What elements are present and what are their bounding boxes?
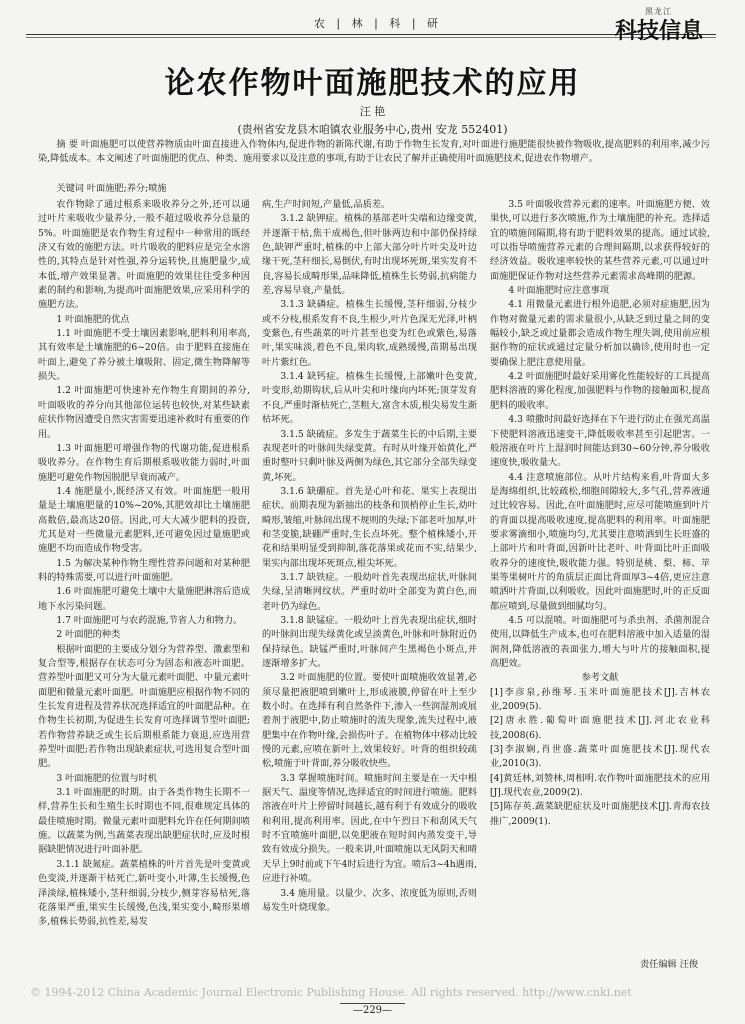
body-column-1 [38,198,250,930]
paragraph: 4.1 用微量元素进行根外追肥,必须对症施肥,因为作物对微量元素的需求量很小,从缺乏到过量之间的变幅较小,缺乏或过量都会造成作物生理失调,使用前应根据作物的症状或通过定量分析加以确诊,使用时也一定要确保上肥注意使用量。 [490,299,710,368]
paragraph: 3.1 叶面施肥的时期。由于各类作物生长期不一样,营养生长和生殖生长时期也不同,很难规定具体的最佳喷施时期。微量元素叶面肥料允许在任何期间喷施。以蔬菜为例,当蔬菜表现出缺肥症状时,应及时根据缺肥情况进行叶面补肥。 [38,787,250,856]
journal-logo-name: 科技信息 [615,19,704,44]
affiliation: (贵州省安龙县木咱镇农业服务中心,贵州 安龙 552401) [237,123,508,136]
section-heading: 4 叶面施肥时应注意事项 [508,285,610,297]
paragraph: 4.4 注意喷施部位。从叶片结构来看,叶背面大多是海绵组织,比较疏松,细胞间隙较大,多气孔,营养液通过比较容易。因此,在叶面施肥时,应尽可能喷施到叶片的背面以提高吸收速度,提高肥料的利用率。叶面施肥要求雾滴细小,喷施均匀,尤其要注意喷洒到生长旺盛的上部叶片和叶背面,因新叶比老叶、叶背面比叶正面吸收养分的速度快,吸收能力强。特别是桃、梨、柿、苹果等果树叶片的角质层正面比背面厚3~4倍,更应注意喷洒叶片背面,以利吸收。因此叶面施肥时,叶的正反面都应喷到,尽量做到细腻均匀。 [490,471,710,612]
reference-item: [2]唐永胜.葡萄叶面施肥技术[J].河北农业科技,2008(6). [490,715,710,741]
reference-item: [1]李彦泉,孙维琴.玉米叶面施肥技术[J].吉林农业,2009(5). [490,686,710,713]
paragraph: 农作物除了通过根系来吸收养分之外,还可以通过叶片来吸收少量养分,一般不超过吸收养分总量的5%。叶面施肥是农作物生育过程中一种常用的既经济又有效的施肥方法。叶片吸收的肥料应是完全水溶性的,其特点是针对性强,养分运转快,且施肥量少,成本低,增产效果显著。叶面施肥的效果往往受多种因素的制约和影响,为提高叶面施肥效果,应采用科学的施肥方法。 [38,199,250,311]
abstract: 摘 要 叶面施肥可以使营养物质由叶面直接进入作物体内,促进作物的新陈代谢,有助于作物生长发育,对叶面进行施肥能很快被作物吸收,提高肥料的利用率,减少污染,降低成本。本文阐述了叶面施肥的优点、种类、施用要求以及注意的事项,有助于让农民了解并正确使用叶面施肥技术,促进农作物增产。 [38,139,710,164]
body-column-2 [262,198,477,915]
page-number: —229— [352,1005,393,1016]
paragraph: 3.1.4 缺钙症。植株生长缓慢,上部嫩叶色变黄,叶变形,幼期钩状,后从叶尖和叶缘向内坏死;顶芽发育不良,严重时渐枯死亡,茎粗大,富含木质,根尖易发生渐枯坏死。 [262,371,477,426]
paragraph: 3.2 叶面施肥的位置。要使叶面喷施收效显著,必须尽量把液肥喷到嫩叶上,形成液膜,停留在叶上至少数小时。在选择有利自然条件下,渗入一些润湿剂或展着剂于液肥中,防止喷施时的流失现象,流失过程中,液肥集中在作物叶缘,会损伤叶子。在植物体中移动比较慢的元素,应喷在新叶上,效果较好。叶背的组织较疏松,喷施于叶背面,养分吸收快些。 [262,672,477,770]
paragraph: 1.3 叶面施肥可增强作物的代谢功能,促进根系吸收养分。在作物生育后期根系吸收能力弱时,叶面施肥可避免作物因脱肥早衰而减产。 [38,442,250,483]
header-rule [26,34,716,35]
paragraph: 3.4 施用量。以量少、次多、浓度低为原则,否则易发生叶烧现象。 [262,887,477,913]
paragraph: 1.5 为解决某种作物生理性营养问题和对某种肥料的特殊需要,可以进行叶面施肥。 [38,557,250,583]
reference-item: [3]李淑娴,肖世盛.蔬菜叶面施肥技术[J].现代农业,2010(3). [490,744,710,770]
reference-item: [4]黄廷林,刘赞林,周相明.农作物叶面施肥技术的应用[J].现代农业,2009(2). [490,772,710,799]
paragraph: 3.1.6 缺硼症。首先是心叶和花、果实上表现出症状。前期表现为新抽出的枝条和顶梢停止生长,幼叶畸形,皱缩,叶脉间出现不规则的失绿;下部老叶加厚,叶和茎变脆,缺硼严重时,生长点坏死。整个植株矮小,开花和结果明显受到抑制,落花落果或花而不实,结果少,果实内部出现坏死斑点,根尖坏死。 [262,485,477,569]
paragraph: 3.1.7 缺铁症。一般幼叶首先表现出症状,叶脉间失绿,呈清晰网纹状。严重时幼叶全部变为黄白色,而老叶仍为绿色。 [262,571,477,612]
paragraph: 1.1 叶面施肥不受土壤因素影响,肥料利用率高,其有效率是土壤施肥的6~20倍。由于肥料直接施在叶面上,避免了养分被土壤吸附、固定,微生物降解等损失。 [38,328,250,383]
paragraph: 3.1.3 缺磷症。植株生长缓慢,茎秆细弱,分枝少或不分枝,根系发育不良,生根少,叶片色深无光泽,叶柄变紫色,有些蔬菜的叶片甚至也变为红色或紫色,易落叶,果实味淡,着色不良,果肉软,成熟缓慢,苗期易出现叶片紫红色。 [262,299,477,368]
paragraph: 3.3 掌握喷施时间。喷施时间主要是在一天中根据天气、温度等情况,选择适宜的时间进行喷施。肥料溶液在叶片上停留时间越长,越有利于有效成分的吸收和利用,提高利用率。因此,在中午烈日下和刮风天气时不宜喷施叶面肥,以免肥液在短时间内蒸发变干,导致有效成分损失。一般来讲,叶面喷施以无风阴天和晴天早上9时前或下午4时后进行为宜。喷后3~4h遇雨,应进行补喷。 [262,772,477,885]
paragraph: 4.5 可以混喷。叶面施肥可与杀虫剂、杀菌剂混合使用,以降低生产成本,也可在肥料溶液中加入适量的湿润剂,降低溶液的表面张力,增大与叶片的接触面积,提高肥效。 [490,614,710,669]
responsible-editor: 责任编辑 汪俊 [640,959,699,970]
paragraph: 1.7 叶面施肥可与农药混施,节省人力和物力。 [56,614,243,626]
paragraph: 4.3 喷撒时间最好选择在下午进行防止在强光高温下使肥料溶液迅速变干,降低吸收率甚至引起肥害。一般溶液在叶片上湿润时间能达到30~60分钟,养分吸收速度快,吸收量大。 [490,414,710,469]
paragraph: 3.1.8 缺锰症。一般幼叶上首先表现出症状,细时的叶脉间出现失绿黄化或呈淡黄色,叶脉和叶脉附近仍保持绿色。缺锰严重时,叶脉间产生黑褐色小斑点,并逐渐增多扩大。 [262,614,477,669]
paragraph: 4.2 叶面施肥时最好采用雾化性能较好的工具提高肥料溶液的雾化程度,加强肥料与作物的接触面积,提高肥料的吸收率。 [490,371,710,411]
journal-logo [615,6,725,44]
reference-item: [5]陈存英.蔬菜缺肥症状及叶面施肥技术[J].青海农技推广,2009(1). [490,801,710,827]
author: 汪 艳 [359,105,386,118]
paragraph: 3.5 叶面吸收营养元素的速率。叶面施肥方便、效果快,可以进行多次喷施,作为土壤施肥的补充。选择适宜的喷施间隔期,将有助于肥料效果的提高。通过试验,可以指导喷施营养元素的合理间隔期,以求获得较好的经济效益。吸收速率较快的某些营养元素,可以通过叶面施肥保证作物对这些营养元素需求高峰期的肥源。 [490,199,710,282]
body-column-3 [490,198,710,829]
header-rule-thin [26,37,716,38]
running-header [0,0,745,52]
paragraph: 3.1.5 缺硫症。多发生于蔬菜生长的中后期,主要表现老叶的叶脉间失绿变黄。有时从叶缘开始黄化,严重时整叶只剩叶脉及两侧为绿色,其它部分全部失绿变黄,坏死。 [262,428,477,483]
copyright-watermark: © 1994-2012 China Academic Journal Electronic Publishing House. All rights reserved. http://www.cnki.net [30,986,632,999]
paragraph: 3.1.2 缺钾症。植株的基部老叶尖端和边缘变黄,并逐渐干枯,焦干成褐色,但叶脉两边和中部仍保持绿色,缺钾严重时,植株的中上部大部分叶片叶尖及叶边缘干死,茎秆细长,易倒伏,有时出现坏死斑,果实发育不良,容易长成畸形果,品味降低,植株生长势弱,抗病能力差,容易早衰,产量低。 [262,213,477,297]
journal-logo-province: 黑龙江 [645,7,672,16]
paragraph: 病,生产时间短,产量低,品质差。 [262,199,391,210]
section-heading: 1 叶面施肥的优点 [56,313,130,325]
paragraph: 1.2 叶面施肥可快速补充作物生育期间的养分,叶面吸收的养分向其他部位运转也较快,对某些缺素症状作物因遭受自然灾害需要迅速补救时有重要的作用。 [38,385,250,440]
paragraph: 1.6 叶面施肥可避免土壤中大量施肥淋溶后造成地下水污染问题。 [38,586,250,612]
paragraph: 1.4 施肥量小,既经济又有效。叶面施肥一般用量是土壤施肥量的10%~20%,其肥效却比土壤施肥高数倍,最高达20倍。因此,可大大减少肥料的投资,尤其是对一些微量元素肥料,还可避免因过量施肥或施肥不均而造成作物受害。 [38,485,250,555]
paragraph: 3.1.1 缺氮症。蔬菜植株的叶片首先是叶变黄或色变淡,并逐渐干枯死亡,新叶变小,叶薄,生长缓慢,色泽淡绿,植株矮小,茎秆细弱,分枝少,侧芽容易枯死,落花落果严重,果实生长缓慢,色浅,果实变小,畸形果增多,植株长势弱,抗性差,易发 [38,858,250,928]
page-number-rule [340,1003,405,1004]
article-title: 论农作物叶面施肥技术的应用 [164,66,581,101]
section-heading: 3 叶面施肥的位置与时机 [56,772,158,784]
references-heading: 参考文献 [581,672,619,684]
keywords: 关键词 叶面施肥;养分;喷施 [56,183,167,194]
section-label: 农 | 林 | 科 | 研 [313,17,443,30]
paragraph: 根据叶面肥的主要成分划分为营养型、激素型和复合型等,根据存在状态可分为固态和液态叶面肥。营养型叶面肥又可分为大量元素叶面肥、中量元素叶面肥和微量元素叶面肥。叶面施肥应根据作物不同的生长发育进程及营养状况选择适宜的叶面肥品种。在作物生长初期,为促进生长发育可选择调节型叶面肥;若作物营养缺乏或生长后期根系能力衰退,应选用营养型叶面肥;若作物出现缺素症状,可选用复合型叶面肥。 [38,643,250,770]
section-heading: 2 叶面肥的种类 [56,629,121,641]
